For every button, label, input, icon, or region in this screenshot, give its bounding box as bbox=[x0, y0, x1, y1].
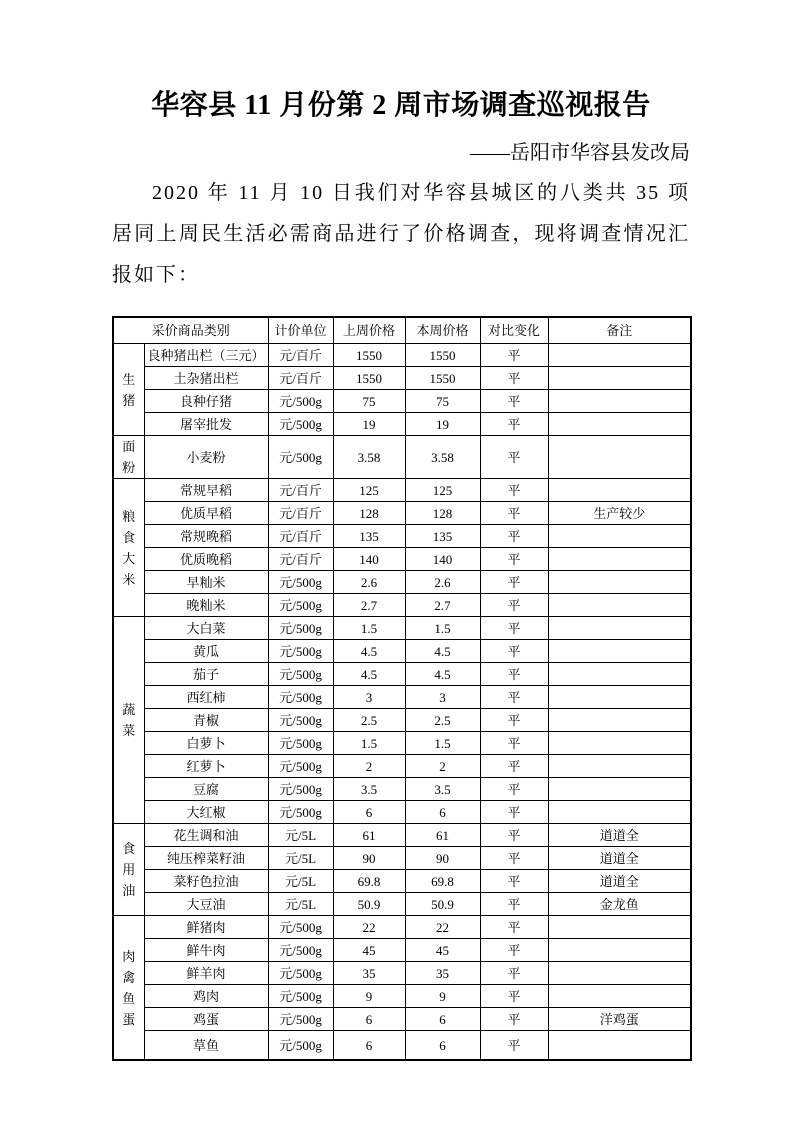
change-cell: 平 bbox=[480, 479, 548, 502]
table-row bbox=[113, 870, 691, 893]
note-cell bbox=[548, 367, 691, 390]
unit-cell: 元/500g bbox=[268, 732, 333, 755]
last-week-price-cell: 22 bbox=[333, 916, 405, 939]
last-week-price-cell: 3 bbox=[333, 686, 405, 709]
last-week-price-cell: 6 bbox=[333, 1031, 405, 1061]
table-row bbox=[113, 939, 691, 962]
this-week-price-cell: 50.9 bbox=[405, 893, 480, 916]
unit-cell: 元/5L bbox=[268, 870, 333, 893]
table-row bbox=[113, 686, 691, 709]
table-row bbox=[113, 617, 691, 640]
this-week-price-cell: 2.6 bbox=[405, 571, 480, 594]
item-name-cell: 常规晚稻 bbox=[144, 525, 268, 548]
item-name-cell: 青椒 bbox=[144, 709, 268, 732]
change-cell: 平 bbox=[480, 594, 548, 617]
col-header-category: 采价商品类别 bbox=[113, 317, 268, 344]
unit-cell: 元/500g bbox=[268, 436, 333, 479]
item-name-cell: 鲜羊肉 bbox=[144, 962, 268, 985]
last-week-price-cell: 2.5 bbox=[333, 709, 405, 732]
change-cell: 平 bbox=[480, 755, 548, 778]
unit-cell: 元/500g bbox=[268, 985, 333, 1008]
note-cell bbox=[548, 640, 691, 663]
table-row bbox=[113, 1031, 691, 1061]
unit-cell: 元/百斤 bbox=[268, 344, 333, 367]
change-cell: 平 bbox=[480, 1031, 548, 1061]
note-cell bbox=[548, 755, 691, 778]
table-row bbox=[113, 548, 691, 571]
this-week-price-cell: 128 bbox=[405, 502, 480, 525]
note-cell bbox=[548, 686, 691, 709]
unit-cell: 元/百斤 bbox=[268, 525, 333, 548]
item-name-cell: 菜籽色拉油 bbox=[144, 870, 268, 893]
change-cell: 平 bbox=[480, 413, 548, 436]
category-char: 菜 bbox=[122, 723, 136, 738]
change-cell: 平 bbox=[480, 367, 548, 390]
category-char: 粮 bbox=[122, 508, 136, 524]
table-row bbox=[113, 479, 691, 502]
document-content bbox=[112, 84, 690, 1061]
unit-cell: 元/500g bbox=[268, 755, 333, 778]
change-cell: 平 bbox=[480, 571, 548, 594]
category-cell bbox=[113, 824, 144, 916]
category-char: 蔬 bbox=[122, 702, 136, 717]
unit-cell: 元/500g bbox=[268, 962, 333, 985]
document-title: 华容县 11 月份第 2 周市场调查巡视报告 bbox=[151, 90, 651, 121]
item-name-cell: 晚籼米 bbox=[144, 594, 268, 617]
note-cell bbox=[548, 916, 691, 939]
unit-cell: 元/500g bbox=[268, 709, 333, 732]
change-cell: 平 bbox=[480, 436, 548, 479]
this-week-price-cell: 1550 bbox=[405, 344, 480, 367]
item-name-cell: 草鱼 bbox=[144, 1031, 268, 1061]
table-row bbox=[113, 525, 691, 548]
category-cell bbox=[113, 479, 144, 617]
item-name-cell: 屠宰批发 bbox=[144, 413, 268, 436]
note-cell: 道道全 bbox=[548, 824, 691, 847]
table-row bbox=[113, 916, 691, 939]
category-char: 鱼 bbox=[122, 990, 136, 1006]
note-cell bbox=[548, 1031, 691, 1061]
unit-cell: 元/500g bbox=[268, 617, 333, 640]
item-name-cell: 西红柿 bbox=[144, 686, 268, 709]
change-cell: 平 bbox=[480, 663, 548, 686]
change-cell: 平 bbox=[480, 939, 548, 962]
this-week-price-cell: 90 bbox=[405, 847, 480, 870]
change-cell: 平 bbox=[480, 617, 548, 640]
this-week-price-cell: 3 bbox=[405, 686, 480, 709]
this-week-price-cell: 45 bbox=[405, 939, 480, 962]
item-name-cell: 早籼米 bbox=[144, 571, 268, 594]
note-cell: 金龙鱼 bbox=[548, 893, 691, 916]
category-char: 禽 bbox=[122, 969, 136, 985]
last-week-price-cell: 2.6 bbox=[333, 571, 405, 594]
note-cell bbox=[548, 436, 691, 479]
item-name-cell: 白萝卜 bbox=[144, 732, 268, 755]
last-week-price-cell: 6 bbox=[333, 1008, 405, 1031]
table-row bbox=[113, 732, 691, 755]
unit-cell: 元/500g bbox=[268, 916, 333, 939]
change-cell: 平 bbox=[480, 893, 548, 916]
this-week-price-cell: 135 bbox=[405, 525, 480, 548]
unit-cell: 元/500g bbox=[268, 1008, 333, 1031]
price-table bbox=[112, 316, 692, 1061]
change-cell: 平 bbox=[480, 640, 548, 663]
note-cell: 道道全 bbox=[548, 847, 691, 870]
last-week-price-cell: 140 bbox=[333, 548, 405, 571]
table-row bbox=[113, 367, 691, 390]
unit-cell: 元/百斤 bbox=[268, 367, 333, 390]
this-week-price-cell: 69.8 bbox=[405, 870, 480, 893]
unit-cell: 元/500g bbox=[268, 390, 333, 413]
change-cell: 平 bbox=[480, 525, 548, 548]
unit-cell: 元/500g bbox=[268, 686, 333, 709]
unit-cell: 元/500g bbox=[268, 594, 333, 617]
table-row bbox=[113, 778, 691, 801]
table-row bbox=[113, 390, 691, 413]
table-row bbox=[113, 640, 691, 663]
change-cell: 平 bbox=[480, 344, 548, 367]
category-char: 用 bbox=[122, 862, 136, 877]
item-name-cell: 常规早稻 bbox=[144, 479, 268, 502]
category-char: 米 bbox=[122, 571, 136, 587]
last-week-price-cell: 45 bbox=[333, 939, 405, 962]
table-row bbox=[113, 594, 691, 617]
note-cell bbox=[548, 390, 691, 413]
table-row bbox=[113, 801, 691, 824]
note-cell bbox=[548, 571, 691, 594]
this-week-price-cell: 3.58 bbox=[405, 436, 480, 479]
change-cell: 平 bbox=[480, 916, 548, 939]
this-week-price-cell: 61 bbox=[405, 824, 480, 847]
unit-cell: 元/500g bbox=[268, 1031, 333, 1061]
this-week-price-cell: 6 bbox=[405, 1031, 480, 1061]
note-cell bbox=[548, 985, 691, 1008]
category-char: 面 bbox=[122, 439, 136, 454]
last-week-price-cell: 1.5 bbox=[333, 732, 405, 755]
unit-cell: 元/500g bbox=[268, 663, 333, 686]
this-week-price-cell: 19 bbox=[405, 413, 480, 436]
item-name-cell: 良种猪出栏（三元） bbox=[144, 344, 268, 367]
col-header-unit: 计价单位 bbox=[268, 317, 333, 344]
category-cell bbox=[113, 916, 144, 1061]
change-cell: 平 bbox=[480, 709, 548, 732]
note-cell bbox=[548, 344, 691, 367]
note-cell bbox=[548, 709, 691, 732]
item-name-cell: 纯压榨菜籽油 bbox=[144, 847, 268, 870]
last-week-price-cell: 135 bbox=[333, 525, 405, 548]
change-cell: 平 bbox=[480, 962, 548, 985]
this-week-price-cell: 1.5 bbox=[405, 617, 480, 640]
category-char: 肉 bbox=[122, 948, 136, 964]
unit-cell: 元/5L bbox=[268, 824, 333, 847]
item-name-cell: 黄瓜 bbox=[144, 640, 268, 663]
this-week-price-cell: 125 bbox=[405, 479, 480, 502]
last-week-price-cell: 125 bbox=[333, 479, 405, 502]
last-week-price-cell: 6 bbox=[333, 801, 405, 824]
item-name-cell: 鲜猪肉 bbox=[144, 916, 268, 939]
change-cell: 平 bbox=[480, 732, 548, 755]
table-row bbox=[113, 1008, 691, 1031]
table-row bbox=[113, 824, 691, 847]
last-week-price-cell: 4.5 bbox=[333, 640, 405, 663]
unit-cell: 元/百斤 bbox=[268, 548, 333, 571]
note-cell bbox=[548, 525, 691, 548]
table-row bbox=[113, 847, 691, 870]
table-row bbox=[113, 502, 691, 525]
change-cell: 平 bbox=[480, 985, 548, 1008]
unit-cell: 元/500g bbox=[268, 571, 333, 594]
table-row bbox=[113, 436, 691, 479]
category-char: 生 bbox=[122, 371, 136, 387]
item-name-cell: 花生调和油 bbox=[144, 824, 268, 847]
last-week-price-cell: 3.58 bbox=[333, 436, 405, 479]
unit-cell: 元/百斤 bbox=[268, 479, 333, 502]
this-week-price-cell: 2.7 bbox=[405, 594, 480, 617]
this-week-price-cell: 35 bbox=[405, 962, 480, 985]
last-week-price-cell: 35 bbox=[333, 962, 405, 985]
category-char: 粉 bbox=[122, 460, 136, 475]
change-cell: 平 bbox=[480, 778, 548, 801]
table-row bbox=[113, 893, 691, 916]
category-cell bbox=[113, 617, 144, 824]
unit-cell: 元/500g bbox=[268, 801, 333, 824]
note-cell bbox=[548, 594, 691, 617]
this-week-price-cell: 9 bbox=[405, 985, 480, 1008]
table-row bbox=[113, 962, 691, 985]
unit-cell: 元/500g bbox=[268, 413, 333, 436]
table-row bbox=[113, 571, 691, 594]
note-cell bbox=[548, 732, 691, 755]
this-week-price-cell: 2.5 bbox=[405, 709, 480, 732]
item-name-cell: 鲜牛肉 bbox=[144, 939, 268, 962]
note-cell: 道道全 bbox=[548, 870, 691, 893]
item-name-cell: 鸡蛋 bbox=[144, 1008, 268, 1031]
note-cell: 洋鸡蛋 bbox=[548, 1008, 691, 1031]
table-row bbox=[113, 413, 691, 436]
table-row bbox=[113, 985, 691, 1008]
category-cell bbox=[113, 344, 144, 436]
last-week-price-cell: 50.9 bbox=[333, 893, 405, 916]
last-week-price-cell: 1550 bbox=[333, 367, 405, 390]
this-week-price-cell: 6 bbox=[405, 1008, 480, 1031]
unit-cell: 元/500g bbox=[268, 640, 333, 663]
note-cell bbox=[548, 778, 691, 801]
last-week-price-cell: 61 bbox=[333, 824, 405, 847]
col-header-note: 备注 bbox=[548, 317, 691, 344]
item-name-cell: 茄子 bbox=[144, 663, 268, 686]
item-name-cell: 优质早稻 bbox=[144, 502, 268, 525]
this-week-price-cell: 22 bbox=[405, 916, 480, 939]
last-week-price-cell: 4.5 bbox=[333, 663, 405, 686]
this-week-price-cell: 75 bbox=[405, 390, 480, 413]
change-cell: 平 bbox=[480, 548, 548, 571]
last-week-price-cell: 2 bbox=[333, 755, 405, 778]
this-week-price-cell: 3.5 bbox=[405, 778, 480, 801]
last-week-price-cell: 2.7 bbox=[333, 594, 405, 617]
category-char: 蛋 bbox=[122, 1011, 136, 1027]
item-name-cell: 红萝卜 bbox=[144, 755, 268, 778]
change-cell: 平 bbox=[480, 686, 548, 709]
col-header-this-week-price: 本周价格 bbox=[405, 317, 480, 344]
change-cell: 平 bbox=[480, 1008, 548, 1031]
last-week-price-cell: 128 bbox=[333, 502, 405, 525]
category-char: 猪 bbox=[122, 392, 136, 408]
item-name-cell: 优质晚稻 bbox=[144, 548, 268, 571]
note-cell bbox=[548, 663, 691, 686]
last-week-price-cell: 3.5 bbox=[333, 778, 405, 801]
col-header-change: 对比变化 bbox=[480, 317, 548, 344]
table-row bbox=[113, 344, 691, 367]
item-name-cell: 大豆油 bbox=[144, 893, 268, 916]
change-cell: 平 bbox=[480, 847, 548, 870]
unit-cell: 元/5L bbox=[268, 893, 333, 916]
this-week-price-cell: 6 bbox=[405, 801, 480, 824]
table-row bbox=[113, 755, 691, 778]
last-week-price-cell: 1550 bbox=[333, 344, 405, 367]
note-cell bbox=[548, 962, 691, 985]
category-char: 食 bbox=[122, 529, 136, 545]
last-week-price-cell: 90 bbox=[333, 847, 405, 870]
item-name-cell: 土杂猪出栏 bbox=[144, 367, 268, 390]
item-name-cell: 小麦粉 bbox=[144, 436, 268, 479]
category-char: 大 bbox=[122, 550, 136, 566]
price-table-body bbox=[113, 344, 691, 1061]
change-cell: 平 bbox=[480, 390, 548, 413]
note-cell bbox=[548, 801, 691, 824]
table-row bbox=[113, 663, 691, 686]
table-row bbox=[113, 709, 691, 732]
change-cell: 平 bbox=[480, 502, 548, 525]
note-cell: 生产较少 bbox=[548, 502, 691, 525]
item-name-cell: 良种仔猪 bbox=[144, 390, 268, 413]
change-cell: 平 bbox=[480, 870, 548, 893]
item-name-cell: 豆腐 bbox=[144, 778, 268, 801]
unit-cell: 元/500g bbox=[268, 778, 333, 801]
unit-cell: 元/500g bbox=[268, 939, 333, 962]
last-week-price-cell: 1.5 bbox=[333, 617, 405, 640]
intro-paragraph: 2020 年 11 月 10 日我们对华容县城区的八类共 35 项居同上周民生活必需商品进行了价格调查，现将调查情况汇报如下： bbox=[112, 182, 690, 286]
note-cell bbox=[548, 479, 691, 502]
category-cell bbox=[113, 436, 144, 479]
category-char: 油 bbox=[122, 883, 136, 898]
table-header-row bbox=[113, 317, 691, 344]
item-name-cell: 大白菜 bbox=[144, 617, 268, 640]
col-header-last-week-price: 上周价格 bbox=[333, 317, 405, 344]
change-cell: 平 bbox=[480, 801, 548, 824]
category-char: 食 bbox=[122, 841, 136, 856]
item-name-cell: 鸡肉 bbox=[144, 985, 268, 1008]
this-week-price-cell: 140 bbox=[405, 548, 480, 571]
unit-cell: 元/5L bbox=[268, 847, 333, 870]
this-week-price-cell: 1.5 bbox=[405, 732, 480, 755]
this-week-price-cell: 4.5 bbox=[405, 663, 480, 686]
note-cell bbox=[548, 413, 691, 436]
last-week-price-cell: 69.8 bbox=[333, 870, 405, 893]
change-cell: 平 bbox=[480, 824, 548, 847]
this-week-price-cell: 4.5 bbox=[405, 640, 480, 663]
last-week-price-cell: 9 bbox=[333, 985, 405, 1008]
unit-cell: 元/百斤 bbox=[268, 502, 333, 525]
this-week-price-cell: 2 bbox=[405, 755, 480, 778]
item-name-cell: 大红椒 bbox=[144, 801, 268, 824]
note-cell bbox=[548, 939, 691, 962]
note-cell bbox=[548, 548, 691, 571]
last-week-price-cell: 75 bbox=[333, 390, 405, 413]
note-cell bbox=[548, 617, 691, 640]
last-week-price-cell: 19 bbox=[333, 413, 405, 436]
this-week-price-cell: 1550 bbox=[405, 367, 480, 390]
byline: ——岳阳市华容县发改局 bbox=[470, 142, 690, 164]
